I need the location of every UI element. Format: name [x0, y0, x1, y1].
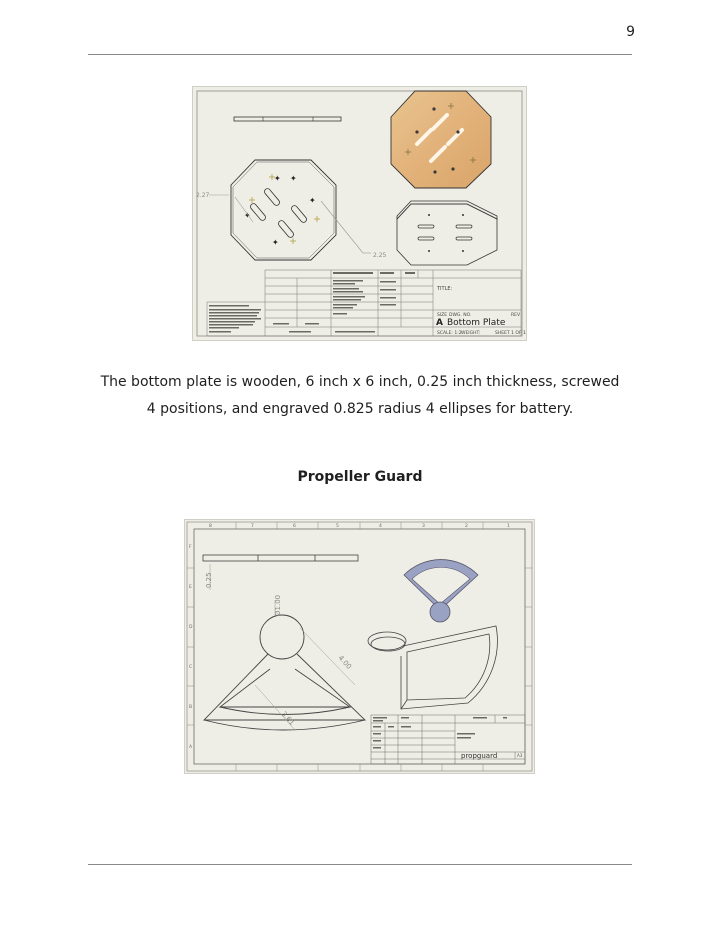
guard-title-block — [371, 715, 525, 764]
footer-rule — [88, 864, 632, 865]
border-letter: D — [189, 625, 193, 630]
svg-text:✦: ✦ — [290, 174, 297, 183]
bottom-plate-drawing-svg — [193, 87, 526, 340]
dim-right-label: 2.25 — [373, 252, 387, 259]
plate-isometric-outline — [397, 201, 497, 265]
border-number: 3 — [422, 524, 425, 529]
section-heading: Propeller Guard — [297, 469, 423, 485]
dwg-no-label: DWG. NO. — [449, 313, 472, 318]
border-ticks — [187, 522, 532, 771]
svg-text:✦: ✦ — [244, 211, 251, 220]
propeller-guard-drawing-svg — [185, 520, 534, 773]
border-number: 8 — [209, 524, 212, 529]
sheet-inner-border — [194, 529, 525, 764]
border-number: 4 — [379, 524, 382, 529]
border-number: 7 — [251, 524, 254, 529]
guard-sheet-size: A3 — [517, 753, 523, 758]
header-rule — [88, 54, 632, 55]
dim-outer-label: 4.00 — [336, 653, 353, 671]
border-number: 2 — [465, 524, 468, 529]
guard-isometric-view — [368, 626, 497, 709]
rev-label: REV — [511, 313, 521, 318]
dim-circle-label: Ø1.00 — [274, 594, 282, 616]
border-number: 6 — [293, 524, 296, 529]
border-letter: E — [189, 585, 192, 590]
guard-title-fine-print — [373, 717, 507, 749]
border-number: 5 — [336, 524, 339, 529]
border-number: 1 — [507, 524, 510, 529]
border-labels — [189, 523, 510, 750]
title-label: TITLE: — [437, 286, 453, 292]
size-label: SIZE — [437, 313, 448, 318]
dim-inner-label: 3.61 — [279, 709, 296, 727]
border-letter: C — [189, 665, 193, 670]
dim-thickness-label: 0.25 — [205, 572, 213, 588]
border-letter: B — [189, 705, 193, 710]
svg-text:✦: ✦ — [309, 196, 316, 205]
sheet-label: SHEET 1 OF 1 — [495, 331, 526, 336]
bottom-plate-drawing — [193, 87, 526, 340]
guard-part-name: propguard — [461, 752, 498, 760]
propeller-guard-drawing — [185, 520, 534, 773]
border-letter: A — [189, 745, 193, 750]
figure-caption: The bottom plate is wooden, 6 inch x 6 inch, 0.25 inch thickness, screwed 4 positions, and engraved 0.825 radius 4 ellipses for battery. — [100, 374, 620, 417]
guard-shaded-view — [404, 560, 478, 622]
border-letter: F — [189, 545, 192, 550]
part-name: Bottom Plate — [447, 318, 506, 328]
sheet-outer-border — [187, 522, 532, 771]
weight-label: WEIGHT: — [461, 331, 481, 336]
size-value: A — [436, 318, 443, 328]
plate-front-view — [209, 160, 371, 260]
svg-text:✦: ✦ — [274, 174, 281, 183]
svg-text:✦: ✦ — [272, 238, 279, 247]
page-number: 9 — [626, 24, 635, 40]
scale-label: SCALE: 1:2 — [437, 331, 462, 336]
guard-side-view — [203, 555, 358, 590]
dim-left-label: 2.27 — [196, 192, 210, 199]
plate-isometric-render — [391, 91, 491, 188]
plate-side-view — [234, 117, 341, 121]
